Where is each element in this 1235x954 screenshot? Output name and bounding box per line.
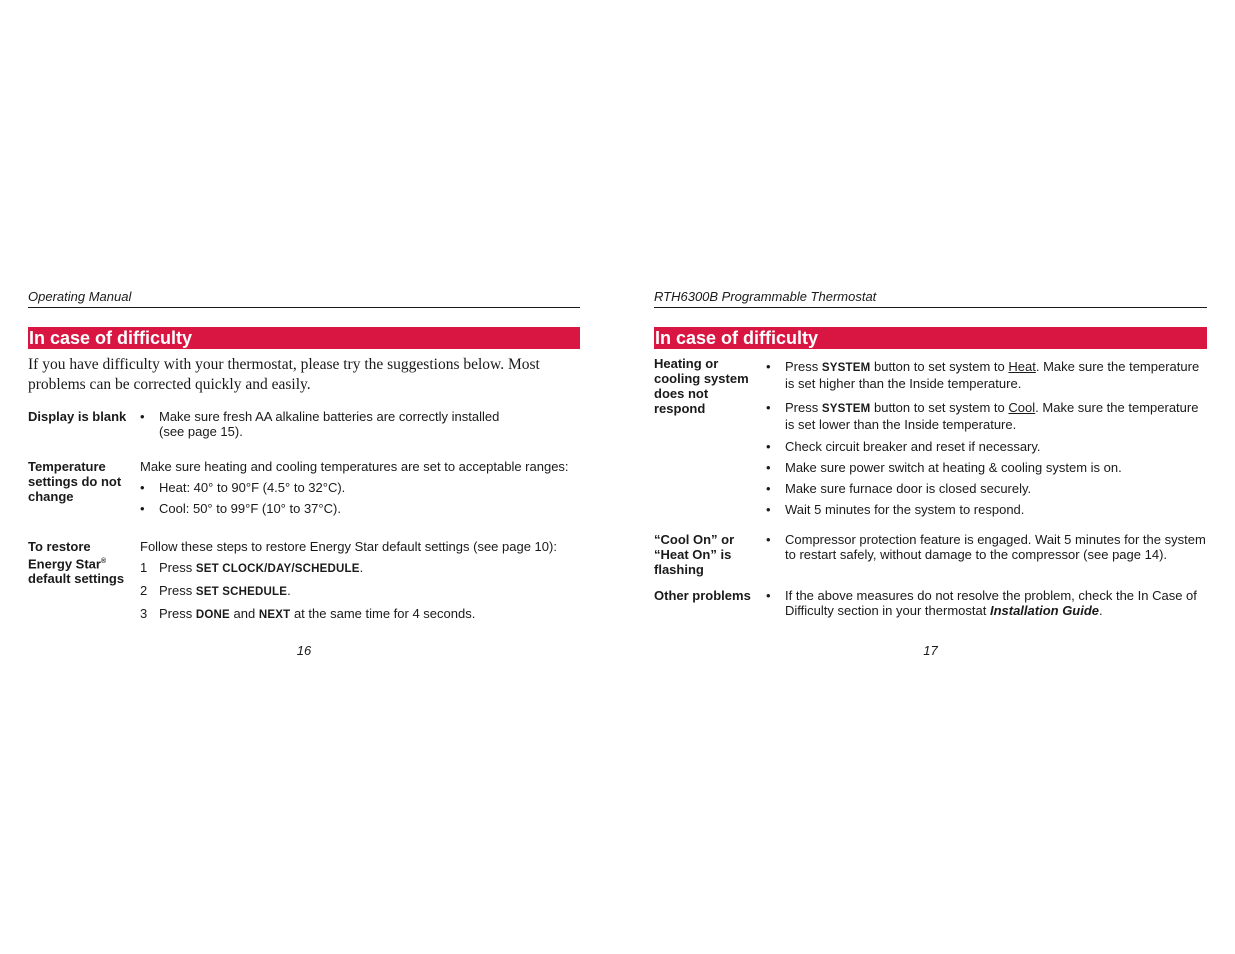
- page-number: 17: [923, 643, 938, 658]
- running-header: Operating Manual: [28, 289, 132, 304]
- list-item: • Press SYSTEM button to set system to Heat. Make sure the temperature is set higher than the Inside temperature.: [766, 359, 1200, 391]
- display-blank-label: Display is blank: [28, 409, 127, 424]
- bullet-icon: •: [766, 588, 771, 603]
- key-label: SYSTEM: [821, 403, 871, 415]
- other-problems-content: [766, 588, 1207, 624]
- page-number: 16: [296, 643, 312, 658]
- restore-content: [140, 539, 580, 629]
- bullet-icon: •: [140, 501, 145, 516]
- bullet-icon: •: [766, 460, 771, 475]
- bullet-icon: •: [766, 359, 771, 374]
- guide-title: Installation Guide: [989, 603, 1100, 618]
- list-item: • If the above measures do not resolve the problem, check the In Case of Difficulty section in your thermostat Installation Guide.: [766, 588, 1197, 618]
- bullet-icon: •: [766, 400, 771, 415]
- flashing-label: “Cool On” or “Heat On” is flashing: [654, 532, 735, 577]
- list-item: • Compressor protection feature is engaged. Wait 5 minutes for the system to restart safely, without damage to the compressor (see page 14).: [766, 532, 1206, 562]
- list-item: • Heat: 40° to 90°F (4.5° to 32°C).: [140, 480, 346, 495]
- no-response-label: Heating or cooling system does not respond: [654, 356, 749, 416]
- list-item: 2 Press SET SCHEDULE.: [140, 583, 291, 598]
- bullet-icon: •: [140, 480, 145, 495]
- list-item: 1 Press SET CLOCK/DAY/SCHEDULE.: [140, 560, 364, 575]
- list-item: • Press SYSTEM button to set system to Cool. Make sure the temperature is set lower than the Inside temperature.: [766, 400, 1199, 432]
- bullet-icon: •: [766, 439, 771, 454]
- list-item: • Cool: 50° to 99°F (10° to 37°C).: [140, 501, 341, 516]
- intro-paragraph: If you have difficulty with your thermostat, please try the suggestions below. Most problems can be corrected quickly and easily.: [28, 356, 540, 393]
- display-blank-content: [140, 409, 580, 445]
- bullet-icon: •: [140, 409, 145, 424]
- section-title: In case of difficulty: [655, 328, 819, 348]
- key-label: SET CLOCK/DAY/SCHEDULE: [195, 563, 360, 575]
- header-rule: [28, 307, 580, 308]
- list-item: • Make sure power switch at heating & cooling system is on.: [766, 460, 1122, 475]
- restore-label: To restore Energy Star® default settings: [28, 539, 125, 587]
- no-response-content: [766, 359, 1207, 523]
- section-title-bar: [654, 327, 1207, 349]
- bullet-icon: •: [766, 532, 771, 547]
- bullet-icon: •: [766, 481, 771, 496]
- other-problems-label: Other problems: [654, 588, 751, 603]
- running-header: RTH6300B Programmable Thermostat: [654, 289, 877, 304]
- key-label: SET SCHEDULE: [195, 586, 288, 598]
- flashing-content: [766, 532, 1207, 568]
- restore-intro: Follow these steps to restore Energy Star default settings (see page 10):: [140, 539, 557, 554]
- temperature-content: [140, 459, 580, 522]
- list-item: 3 Press DONE and NEXT at the same time for 4 seconds.: [140, 606, 476, 621]
- key-label: NEXT: [258, 609, 291, 621]
- list-item: • Wait 5 minutes for the system to respond.: [766, 502, 1025, 517]
- list-item: • Make sure fresh AA alkaline batteries are correctly installed (see page 15).: [140, 409, 500, 439]
- section-title-bar: [28, 327, 580, 349]
- list-item: • Check circuit breaker and reset if necessary.: [766, 439, 1041, 454]
- key-label: SYSTEM: [821, 362, 871, 374]
- temperature-intro: Make sure heating and cooling temperatures are set to acceptable ranges:: [140, 459, 569, 474]
- temperature-label: Temperature settings do not change: [28, 459, 122, 504]
- key-label: DONE: [195, 609, 230, 621]
- bullet-icon: •: [766, 502, 771, 517]
- section-title: In case of difficulty: [29, 328, 193, 348]
- header-rule: [654, 307, 1207, 308]
- list-item: • Make sure furnace door is closed securely.: [766, 481, 1032, 496]
